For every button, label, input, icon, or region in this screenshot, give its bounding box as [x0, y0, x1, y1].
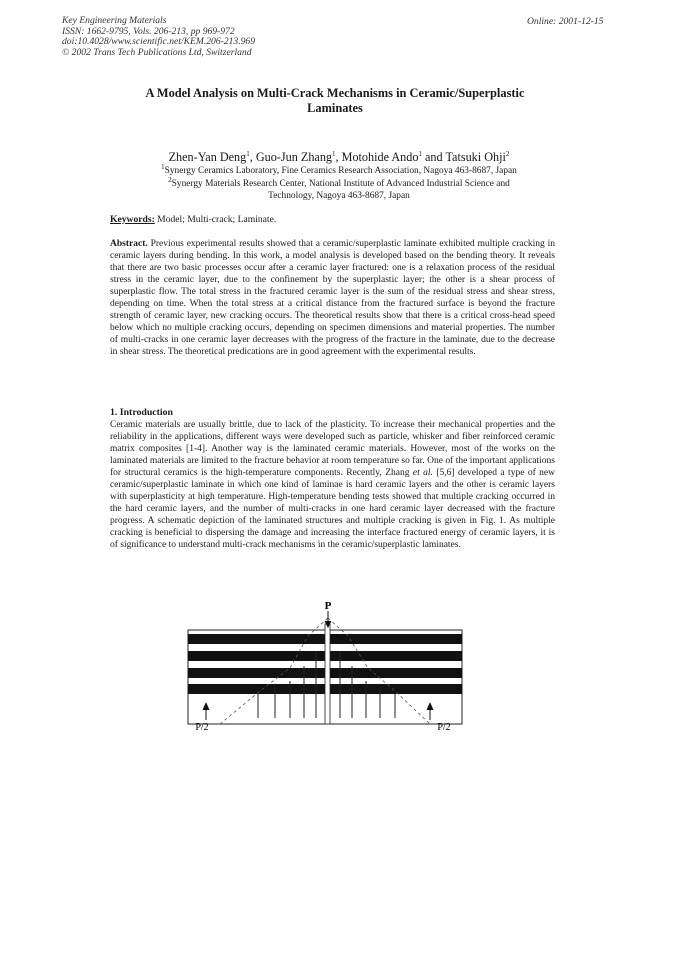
issn-line: ISSN: 1662-9795, Vols. 206-213, pp 969-972	[62, 25, 235, 37]
affiliation-mark: 1	[418, 149, 422, 158]
intro-text: [5,6] developed a type of new ceramic/superplastic laminate in which one kind of laminae is hard ceramic layers and the other is ceramic layers with superplasticity at high temperature. High-temperature bending tests showed that multiple cracking occurred in the hard ceramic layers, and the number of multi-cracks in one hard ceramic layer decreased with the fracture progress. A schematic depiction of the laminated structures and multiple cracking is given in Fig. 1. As multiple cracking is beneficial to dispersing the damage and increasing the interface fractured energy of ceramic layers, it is of significance to understand multi-crack mechanisms in the ceramic/superplastic laminates.	[110, 468, 555, 551]
affiliation-mark: 1	[161, 162, 165, 171]
affiliation-text: Synergy Ceramics Laboratory, Fine Ceramics Research Association, Nagoya 463-8687, Japan	[164, 166, 517, 176]
paper-title	[100, 86, 570, 116]
journal-name: Key Engineering Materials	[62, 15, 167, 26]
author-name: Guo-Jun Zhang	[255, 150, 333, 164]
author-name: Zhen-Yan Deng	[168, 150, 247, 164]
abstract	[110, 238, 555, 358]
abstract-label: Abstract.	[110, 239, 148, 249]
affiliation-mark: 2	[168, 175, 172, 184]
affiliation-text: Synergy Materials Research Center, National Institute of Advanced Industrial Science and	[171, 178, 510, 189]
author-separator: ,	[249, 150, 256, 164]
keywords	[110, 214, 276, 225]
load-label: P	[324, 600, 332, 612]
doi-line: doi:10.4028/www.scientific.net/KEM.206-213.969	[62, 36, 256, 48]
author-name: Tatsuki Ohji	[445, 150, 506, 164]
affiliation-1	[90, 162, 588, 178]
title-line-2: Laminates	[307, 101, 363, 115]
affiliation-mark: 2	[505, 149, 510, 158]
support-label-right: P/2	[437, 722, 451, 733]
support-arrow-head-right	[427, 702, 434, 710]
affiliation-2	[90, 175, 588, 191]
abstract-text: Previous experimental results showed that a ceramic/superplastic laminate exhibited multiple cracking in ceramic layers during bending. In this work, a model analysis is developed based on the bending theory. It reveals that there are two basic processes occur after a ceramic layer fractured: one is a relaxation process of the residual stress in the ceramic layer, due to the confinement by the superplastic layer; the other is a shear process of superplastic flow. The total stress in the fractured ceramic layer is the sum of the residual stress and shear stress, depending on time. When the total stress at a critical distance from the fractured surface is beyond the fracture strength of ceramic layer, new cracking occurs. The theoretical results show that there is a critical cross-head speed below which no multiple cracking occurs, depending on specimen dimensions and material properties. The number of multi-cracks in one ceramic layer decreases with the progress of the fracture in the laminate, due to the decrease in shear stress. The theoretical predications are in good agreement with the experimental results.	[110, 239, 555, 358]
author-name: Motohide Ando	[341, 150, 419, 164]
affiliations	[90, 162, 588, 203]
copyright-line: © 2002 Trans Tech Publications Ltd, Switzerland	[62, 46, 252, 58]
affiliation-2-cont: Technology, Nagoya 463-8687, Japan	[268, 191, 410, 202]
main-crack	[325, 624, 330, 724]
section-heading: 1. Introduction	[110, 407, 173, 418]
intro-etal: et al.	[412, 468, 433, 479]
intro-text: Ceramic materials are usually brittle, due to lack of the plasticity. To increase their mechanical properties and the reliability in the applications, different ways were developed such as particle, whisker and fiber reinforced ceramic matrix composites [1-4]. Another way is the laminated ceramic materials. However, most of the works on the laminated materials are limited to the fracture behavior at room temperature so far. One of the important applications for structural ceramics is the high-temperature components. Recently, Zhang	[110, 420, 555, 479]
title-line-1: A Model Analysis on Multi-Crack Mechanisms in Ceramic/Superplastic	[145, 86, 525, 100]
support-arrow-head-left	[203, 702, 210, 710]
author-separator: and	[421, 150, 446, 164]
figure-1	[180, 596, 470, 736]
keywords-text: Model; Multi-crack; Laminate.	[154, 214, 277, 225]
online-date: Online: 2001-12-15	[527, 16, 604, 27]
affiliation-mark: 1	[332, 149, 336, 158]
affiliation-mark: 1	[246, 149, 250, 158]
journal-header	[62, 16, 255, 58]
laminate-diagram	[180, 596, 470, 736]
author-separator: ,	[335, 150, 342, 164]
introduction-body	[110, 419, 555, 552]
keywords-label: Keywords:	[110, 214, 155, 225]
author-list	[60, 150, 618, 165]
support-label-left: P/2	[195, 722, 209, 733]
